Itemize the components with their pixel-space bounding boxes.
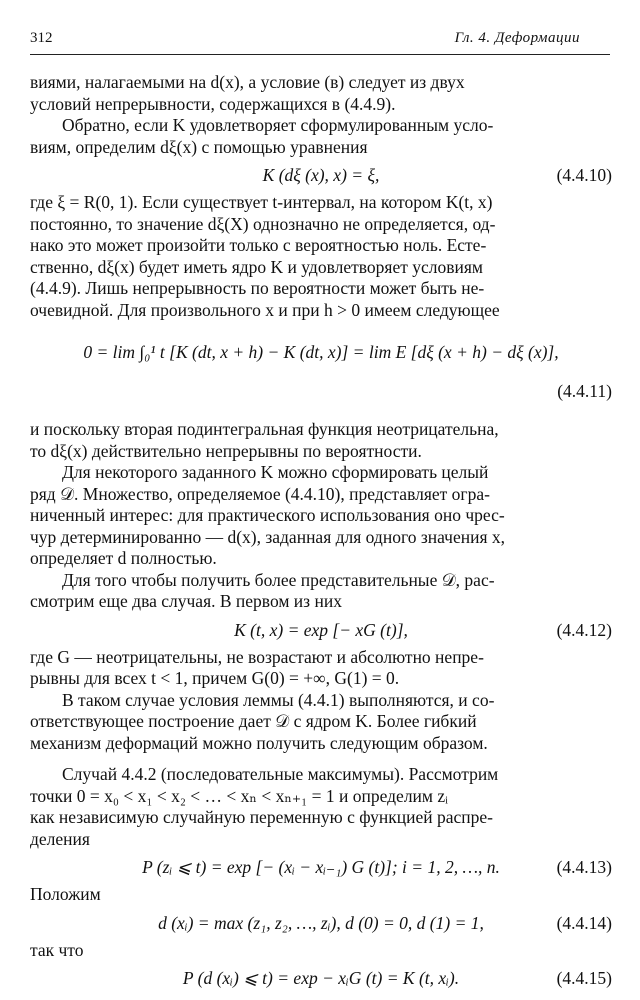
text-line: как независимую случайную переменную с функцией распре- [30,807,494,827]
text-line: ряд 𝒟. Множество, определяемое (4.4.10), представляет огра- [30,483,490,504]
text-line: Обратно, если K удовлетворяет сформулированным усло- [62,115,494,135]
equation-4-4-10 [30,158,612,192]
equation-tag: (4.4.10) [556,165,612,185]
text-line: определяет d полностью. [30,548,217,568]
text-line: где G — неотрицательны, не возрастают и абсолютно непре- [30,646,484,667]
running-header [30,28,610,55]
equation-4-4-15 [30,961,612,995]
page-number: 312 [30,30,53,46]
page-body [30,72,612,995]
equation-4-4-14 [30,906,612,940]
text-line: ниченный интерес: для практического использования оно чрес- [30,505,505,525]
equation-body: K (t, x) = exp [− xG (t)], [234,619,408,640]
equation-tag: (4.4.15) [556,968,612,988]
equation-tag: (4.4.13) [556,857,612,877]
text-line: Для некоторого заданного K можно сформировать целый [62,462,489,482]
text-line: то dξ(x) действительно непрерывны по вероятности. [30,440,422,461]
text-line: где ξ = R(0, 1). Если существует t-интервал, на котором K(t, x) [30,192,493,212]
text-line: Случай 4.4.2 (последовательные максимумы). Рассмотрим [62,764,499,784]
text-line: ственно, dξ(x) будет иметь ядро K и удовлетворяет условиям [30,256,483,277]
equation-tag: (4.4.14) [556,912,612,933]
text-line: условий непрерывности, содержащихся в (4.4.9). [30,93,396,114]
equation-body: 0 = lim ∫₀¹ t [K (dt, x + h) − K (dt, x)] = lim E [dξ (x + h) − dξ (x)], [83,342,559,362]
equation-4-4-13 [30,850,612,884]
text-line: ответствующее построение дает 𝒟 с ядром K. Более гибкий [30,711,477,731]
equation-tag: (4.4.12) [556,619,612,640]
equation-4-4-12 [30,613,612,647]
text-line: постоянно, то значение dξ(X) однозначно не определяется, од- [30,213,496,234]
text-line: очевидной. Для произвольного x и при h > 0 имеем следующее [30,299,500,320]
chapter-title: Гл. 4. Деформации [454,30,580,46]
text-line: Положим [30,884,101,904]
text-line: деления [30,828,90,849]
text-line: точки 0 = x₀ < x₁ < x₂ < … < xₙ < xₙ₊₁ = 1 и определим zᵢ [30,785,448,806]
text-line: В таком случае условия леммы (4.4.1) выполняются, и со- [62,689,495,710]
text-line: нако это может произойти только с вероятностью ноль. Есте- [30,235,487,255]
equation-body: d (xᵢ) = max (z₁, z₂, …, zᵢ), d (0) = 0, d (1) = 1, [158,912,484,933]
equation-body: P (d (xᵢ) ⩽ t) = exp − xᵢG (t) = K (t, xᵢ). [182,968,460,988]
equation-4-4-11 [30,321,612,401]
text-line: рывны для всех t < 1, причем G(0) = +∞, G(1) = 0. [30,668,400,688]
text-line: так что [30,939,84,960]
text-line: механизм деформаций можно получить следующим образом. [30,732,488,753]
text-line: виям, определим dξ(x) с помощью уравнения [30,136,368,157]
text-line: смотрим еще два случая. В первом из них [30,591,342,611]
equation-body: P (zᵢ ⩽ t) = exp [− (xᵢ − xᵢ₋₁) G (t)]; i = 1, 2, …, n. [142,857,500,877]
equation-tag: (4.4.11) [557,381,612,401]
text-line: (4.4.9). Лишь непрерывность по вероятности может быть не- [30,278,485,298]
text-line: чур детерминированно — d(x), заданная для одного значения x, [30,526,506,547]
text-line: и поскольку вторая подинтегральная функция неотрицательна, [30,419,499,439]
text-line: виями, налагаемыми на d(x), а условие (в) следует из двух [30,72,465,92]
text-line: Для того чтобы получить более представительные 𝒟, рас- [62,569,495,590]
equation-body: K (dξ (x), x) = ξ, [262,165,380,185]
